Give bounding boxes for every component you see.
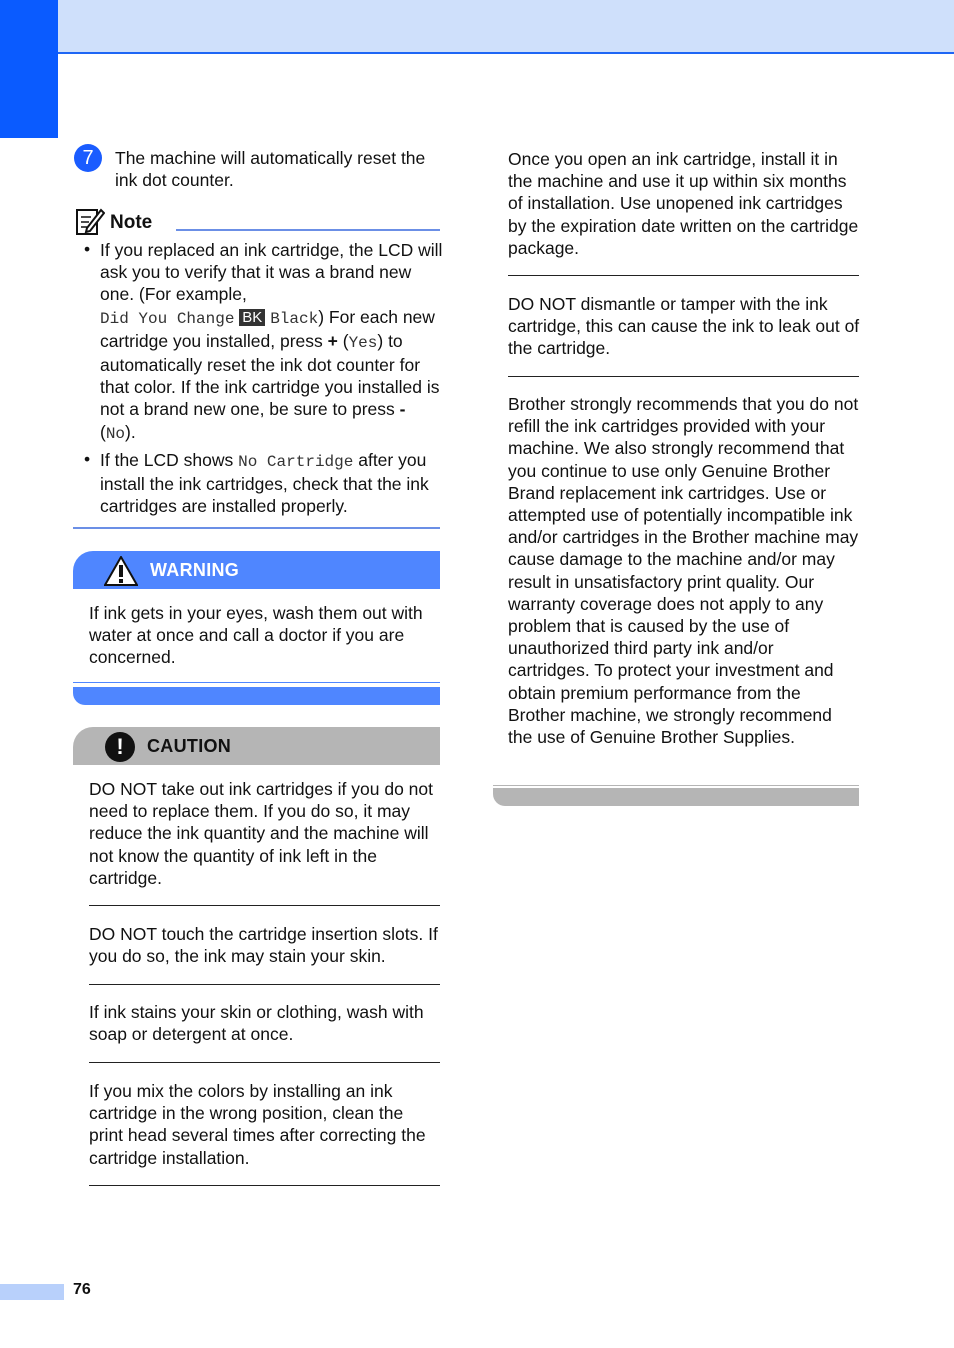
note-rule [176,229,440,231]
caution-paragraph: DO NOT touch the cartridge insertion slots. If you do so, the ink may stain your skin. [89,924,438,967]
caution-rule [89,984,440,985]
caution-rule [89,905,440,906]
caution-paragraph: DO NOT dismantle or tamper with the ink cartridge, this can cause the ink to leak out of the cartridge. [508,294,860,359]
warning-text: If ink gets in your eyes, wash them out with water at once and call a doctor if you are concerned. [89,603,423,668]
warning-end-rule [73,682,440,683]
caution-paragraph: Once you open an ink cartridge, install it in the machine and use it up within six months of installation. Use unopened ink cartridges by the expiration date written on the cartridge package. [508,149,859,258]
caution-end-rule [493,785,859,786]
note-title: Note [110,212,153,233]
warning-triangle-icon [104,556,138,586]
step-number-badge: 7 [74,144,102,172]
lcd-no: No [105,424,126,443]
minus-key: - [399,399,406,420]
page-number: 76 [73,1281,91,1298]
caution-paragraph: DO NOT take out ink cartridges if you do not need to replace them. If you do so, it may reduce the ink quantity and the machine will not know the quantity of ink left in the cartridge. [89,779,434,888]
paren-open: ( [100,421,106,442]
bk-color-badge: BK [239,309,265,326]
warning-footer-bar [73,687,440,705]
note-pencil-icon [75,206,105,236]
bullet1-text-b: ) For each new cartridge you installed, press [100,306,435,351]
caution-rule [89,1185,440,1186]
bullet-dot: • [84,449,91,469]
lcd-yes: Yes [348,333,378,352]
note-end-rule [73,527,440,529]
note-bullet-2 [84,449,444,518]
caution-paragraph: If ink stains your skin or clothing, wash with soap or detergent at once. [89,1002,424,1045]
chapter-tab [0,0,58,138]
caution-rule [89,1062,440,1063]
bullet2-text-a: If the LCD shows [100,450,234,470]
note-bullet-1 [84,239,444,445]
caution-footer-bar [493,788,859,806]
paren-close: ). [125,421,136,442]
bullet2-text-b: after you install the ink cartridges, check that the ink cartridges are installed properly. [100,450,429,517]
paren-open: ( [342,330,349,351]
caution-exclamation-icon: ! [105,732,135,762]
caution-paragraph: If you mix the colors by installing an ink cartridge in the wrong position, clean the print head several times after correcting the cartridge installation. [89,1081,426,1168]
caution-title: CAUTION [147,736,232,756]
bullet-dot: • [84,239,91,259]
lcd-message: Did You Change [100,309,235,328]
plus-key: + [327,330,338,351]
footer-band [0,1284,64,1300]
bullet1-text-a: If you replaced an ink cartridge, the LCD will ask you to verify that it was a brand new one. (For example, [100,240,443,305]
header-band [0,0,954,54]
caution-rule [508,376,859,377]
warning-title: WARNING [150,560,240,580]
lcd-message-color: Black [270,309,319,328]
lcd-no-cartridge: No Cartridge [238,453,354,471]
bullet1-text-c: ) to automatically reset the ink dot counter for that color. If the ink cartridge you installed is not a brand new one, be sure to press [100,330,440,420]
step-text: The machine will automatically reset the ink dot counter. [115,148,426,191]
caution-rule [508,275,859,276]
caution-paragraph: Brother strongly recommends that you do not refill the ink cartridges provided with your machine. We also strongly recommend that you continue to use only Genuine Brother Brand replacement ink cartridges. Use or attempted use of potentially incompatible ink and/or cartridges in the Brother machine may cause damage to the machine and/or may result in unsatisfactory print quality. Our warranty coverage does not apply to any problem that is caused by the use of unauthorized third party ink and/or cartridges. To protect your investment and obtain premium performance from the Brother machine, we strongly recommend the use of Genuine Brother Supplies. [508,394,859,748]
